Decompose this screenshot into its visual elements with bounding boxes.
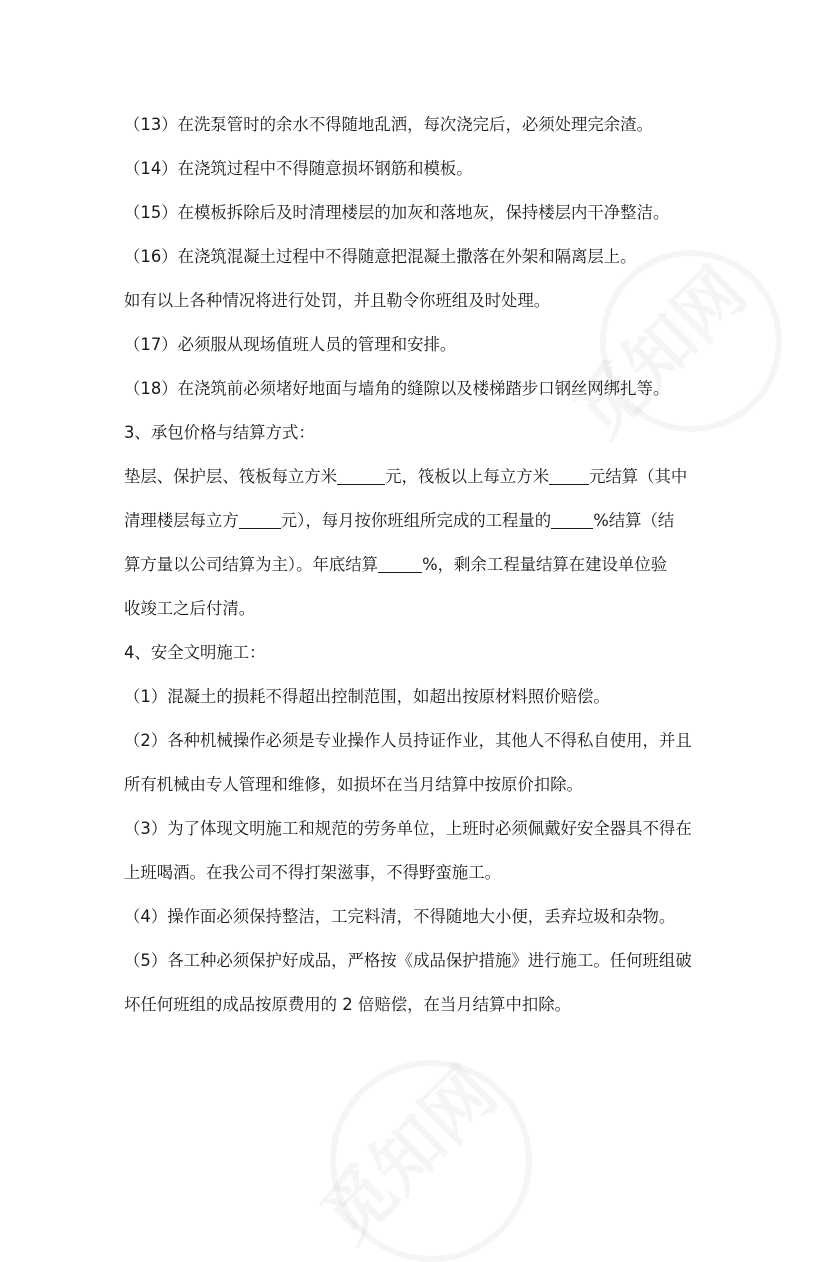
safety-clause-5-line-1: （5）各工种必须保护好成品，严格按《成品保护措施》进行施工。任何班组破 <box>124 951 692 970</box>
pricing-text-b: 元，筏板以上每立方米 <box>385 467 549 486</box>
clause-17: （17）必须服从现场值班人员的管理和安排。 <box>124 335 457 354</box>
safety-clause-2-line-1: （2）各种机械操作必须是专业操作人员持证作业，其他人不得私自使用，并且 <box>124 731 692 750</box>
pricing-text-g: 算方量以公司结算为主）。年底结算 <box>124 555 379 574</box>
clause-14: （14）在浇筑过程中不得随意损坏钢筋和模板。 <box>124 159 473 178</box>
watermark-seal <box>600 250 782 432</box>
pricing-text-c: 元结算（其中 <box>588 467 688 486</box>
safety-clause-3-line-2: 上班喝酒。在我公司不得打架滋事，不得野蛮施工。 <box>124 863 501 882</box>
pricing-line-3 <box>124 553 667 577</box>
price-blank-2 <box>549 466 589 485</box>
penalty-note: 如有以上各种情况将进行处罚，并且勒令你班组及时处理。 <box>124 291 551 310</box>
safety-clause-3-line-1: （3）为了体现文明施工和规范的劳务单位，上班时必须佩戴好安全器具不得在 <box>124 819 692 838</box>
safety-clause-2-line-2: 所有机械由专人管理和维修，如损坏在当月结算中按原价扣除。 <box>124 775 583 794</box>
safety-clause-4: （4）操作面必须保持整洁，工完料清，不得随地大小便，丢弃垃圾和杂物。 <box>124 907 676 926</box>
clause-18: （18）在浇筑前必须堵好地面与墙角的缝隙以及楼梯踏步口钢丝网绑扎等。 <box>124 379 670 398</box>
pricing-line-4: 收竣工之后付清。 <box>124 599 256 618</box>
pricing-text-e: 元），每月按你班组所完成的工程量的 <box>280 511 552 530</box>
pricing-line-1 <box>124 465 687 489</box>
percent-blank-2 <box>378 554 422 573</box>
pricing-text-a: 垫层、保护层、筏板每立方米 <box>124 467 338 486</box>
clause-16: （16）在浇筑混凝土过程中不得随意把混凝土撒落在外架和隔离层上。 <box>124 247 637 266</box>
pricing-text-h: %，剩余工程量结算在建设单位验 <box>422 555 668 574</box>
safety-clause-1: （1）混凝土的损耗不得超出控制范围，如超出按原材料照价赔偿。 <box>124 687 610 706</box>
clause-13: （13）在洗泵管时的余水不得随地乱洒，每次浇完后，必须处理完余渣。 <box>124 115 653 134</box>
pricing-text-d: 清理楼层每立方 <box>124 511 239 530</box>
section-4-heading: 4、安全文明施工： <box>124 643 266 662</box>
watermark-seal-bottom <box>330 1060 532 1262</box>
clause-15: （15）在模板拆除后及时清理楼层的加灰和落地灰，保持楼层内干净整洁。 <box>124 203 670 222</box>
price-blank-1 <box>337 466 385 485</box>
pricing-line-2 <box>124 509 674 533</box>
percent-blank-1 <box>551 510 593 529</box>
watermark-bottom: 觅知网 <box>305 1051 513 1258</box>
price-blank-3 <box>239 510 281 529</box>
section-3-heading: 3、承包价格与结算方式： <box>124 423 315 442</box>
pricing-text-f: %结算（结 <box>593 511 675 530</box>
safety-clause-5-line-2: 坏任何班组的成品按原费用的 2 倍赔偿，在当月结算中扣除。 <box>124 995 572 1014</box>
watermark: 觅知网 <box>561 252 762 453</box>
